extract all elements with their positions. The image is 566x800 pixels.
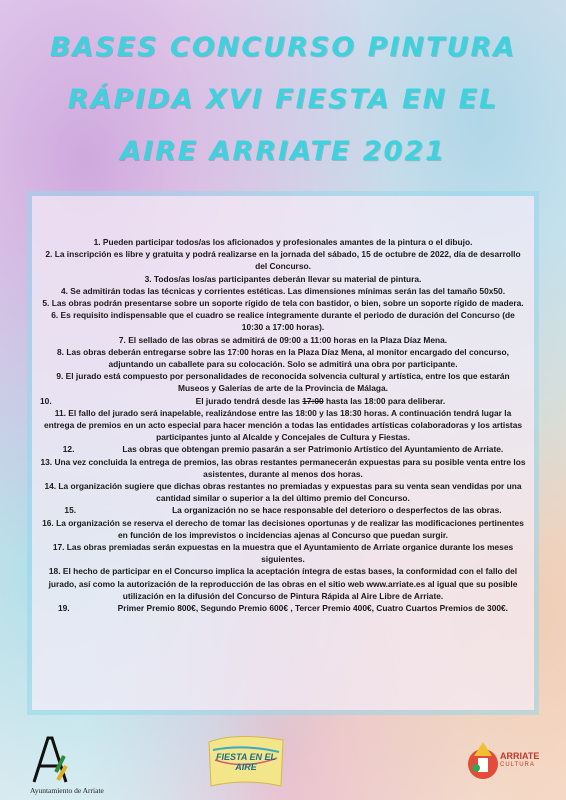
rules-list	[40, 236, 526, 614]
rule-item: 5. Las obras podrán presentarse sobre un soporte rígido de tela con bastidor, o bien, sobre un soporte rígido de madera.	[42, 298, 524, 309]
rule-item: 14. La organización sugiere que dichas obras restantes no premiadas y expuestas para su venta sean vendidas por una cantidad similar o superior a la del último premio del Concurso.	[44, 481, 522, 504]
title-line-2: RÁPIDA XVI FIESTA EN EL	[67, 84, 499, 115]
footer-logos	[0, 722, 566, 800]
fiesta-logo-text: FIESTA EN EL AIRE	[215, 752, 276, 772]
rule-item: 13. Una vez concluida la entrega de premios, las obras restantes permanecerán expuestas para su posible venta entre los asistentes, durante al menos dos horas.	[40, 456, 526, 479]
arriate-cultura-logo	[466, 734, 546, 794]
letter-a-logo-icon	[30, 732, 70, 786]
rule-item: 18. El hecho de participar en el Concurso implica la aceptación íntegra de estas bases, la conformidad con el fallo del jurado, así como la autorización de la reproducción de las obras en el sitio web www.arriate.es al igual que su posible utilización en la difusión del Concurso de Pintura Rápida al Aire Libre de Arriate.	[48, 566, 518, 601]
fiesta-en-el-aire-logo	[205, 730, 287, 790]
rule-item: 4. Se admitirán todas las técnicas y corrientes estéticas. Las dimensiones mínimas serán las del tamaño 50x50.	[60, 285, 506, 296]
rule-item: 7. El sellado de las obras se admitirá de 09:00 a 11:00 horas en la Plaza Díaz Mena.	[118, 334, 448, 345]
rule-item: 11. El fallo del jurado será inapelable, realizándose entre las 18:00 y las 18:30 horas. A continuación tendrá lugar la entrega de premios en un acto especial para hacer mención a todas las entidades artísticas colaboradoras y los artistas participantes junto al Alcalde y Concejales de Cultura y Fiestas.	[43, 407, 523, 443]
rule-item: 8. Las obras deberán entregarse sobre las 17:00 horas en la Plaza Díaz Mena, al monitor encargado del concurso, adjuntando un caballete para su colocación. Solo se admitirá una obra por participante.	[57, 346, 509, 370]
rule-item: 19. Primer Premio 800€, Segundo Premio 600€ , Tercer Premio 400€, Cuatro Cuartos Premios de 300€.	[57, 603, 509, 614]
poster-title	[0, 22, 566, 178]
rule-item: 12. Las obras que obtengan premio pasarán a ser Patrimonio Artístico del Ayuntamiento de Arriate.	[62, 444, 504, 455]
rule-item: 1. Pueden participar todos/as los aficionados y profesionales amantes de la pintura o el dibujo.	[93, 237, 473, 247]
ayuntamiento-label: Ayuntamiento de Arriate	[30, 786, 104, 795]
rule-item: 3. Todos/as los/as participantes deberán llevar su material de pintura.	[144, 273, 422, 284]
arriate-label: ARRIATE	[500, 751, 540, 761]
rule-item: 15. La organización no se hace responsable del deterioro o desperfectos de las obras.	[64, 505, 502, 516]
cultura-label: CULTURA	[500, 762, 535, 768]
title-line-1: BASES CONCURSO PINTURA	[49, 32, 517, 63]
ayuntamiento-logo	[30, 732, 120, 798]
rule-item: 16. La organización se reserva el derecho de tomar las decisiones oportunas y de realizar las modificaciones pertinentes en función de los imprevistos o incidencias ajenas al Concurso que puedan surgir.	[42, 517, 524, 540]
title-line-3: AIRE ARRIATE 2021	[120, 136, 446, 167]
arriate-cultura-icon	[466, 734, 500, 784]
rule-item: 2. La inscripción es libre y gratuita y podrá realizarse en la jornada del sábado, 15 de octubre de 2022, día de desarrollo del Concurso.	[45, 249, 521, 272]
rule-item: 6. Es requisito indispensable que el cuadro se realice íntegramente durante el periodo de duración del Concurso (de 10:30 a 17:00 horas).	[51, 310, 515, 333]
rule-item: 9. El jurado está compuesto por personalidades de reconocida solvencia cultural y artística, entre los que estarán Museos y Galerías de arte de la Provincia de Málaga.	[56, 371, 510, 394]
struck-time: 17:00	[302, 395, 324, 406]
rule-item: 10. El jurado tendrá desde las 17:00 hasta las 18:00 para deliberar.	[40, 395, 446, 406]
rule-item: 17. Las obras premiadas serán expuestas en la muestra que el Ayuntamiento de Arriate organice durante los meses siguientes.	[52, 542, 514, 565]
